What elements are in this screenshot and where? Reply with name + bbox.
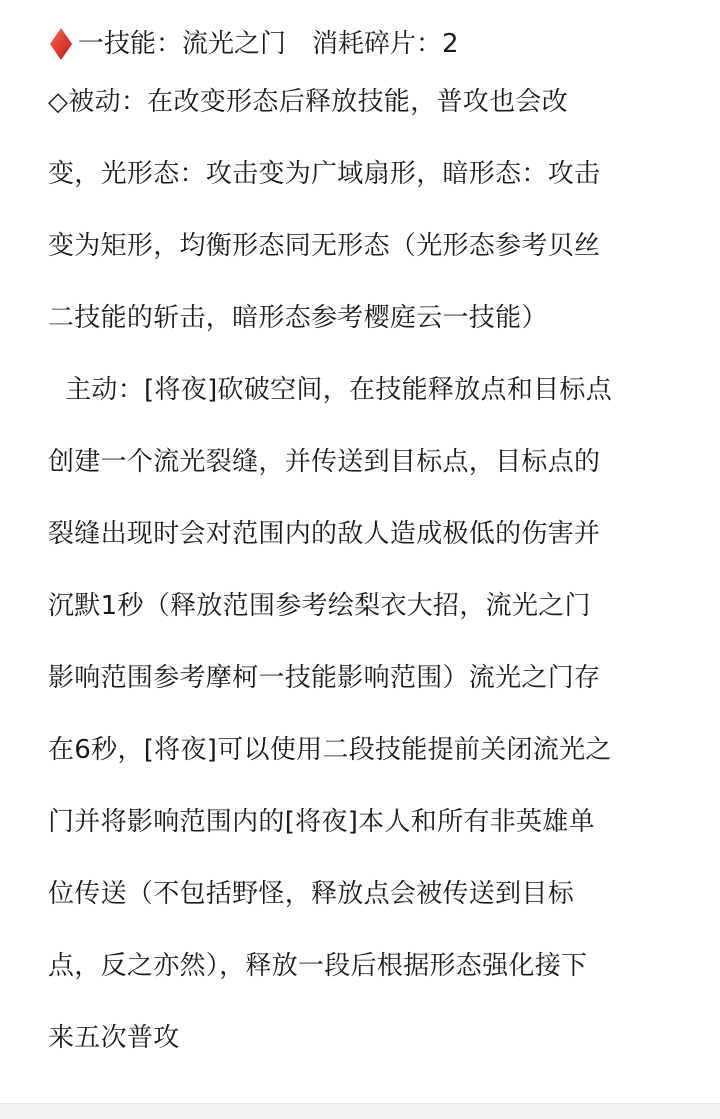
text-line: 二技能的斩击，暗形态参考樱庭云一技能） [48, 303, 548, 333]
text-line: 创建一个流光裂缝，并传送到目标点，目标点的 [48, 447, 601, 477]
bottom-bar [0, 1103, 720, 1119]
text-line: 沉默1秒（释放范围参考绘梨衣大招，流光之门 [48, 591, 591, 621]
text-line: 来五次普攻 [48, 1023, 180, 1053]
skill-name: 一技能：流光之门 [78, 29, 287, 59]
skill-cost: 消耗碎片：2 [312, 29, 459, 59]
text-line: 裂缝出现时会对范围内的敌人造成极低的伤害并 [48, 519, 601, 549]
skill-heading [48, 22, 672, 66]
text-line: 变，光形态：攻击变为广域扇形，暗形态：攻击 [48, 159, 601, 189]
text-line: 影响范围参考摩柯一技能影响范围）流光之门存 [48, 663, 601, 693]
text-line: 变为矩形，均衡形态同无形态（光形态参考贝丝 [48, 231, 601, 261]
text-line: 在6秒，[将夜]可以使用二段技能提前关闭流光之 [48, 735, 612, 765]
text-line: 位传送（不包括野怪，释放点会被传送到目标 [48, 879, 575, 909]
text-line: 门并将影响范围内的[将夜]本人和所有非英雄单 [48, 807, 595, 837]
text-line: 点，反之亦然），释放一段后根据形态强化接下 [48, 951, 588, 981]
text-line: 主动：[将夜]砍破空间，在技能释放点和目标点 [48, 375, 613, 405]
skill-description [48, 66, 672, 1074]
red-diamond-icon [48, 26, 74, 62]
text-line: ◇被动：在改变形态后释放技能，普攻也会改 [48, 87, 568, 117]
